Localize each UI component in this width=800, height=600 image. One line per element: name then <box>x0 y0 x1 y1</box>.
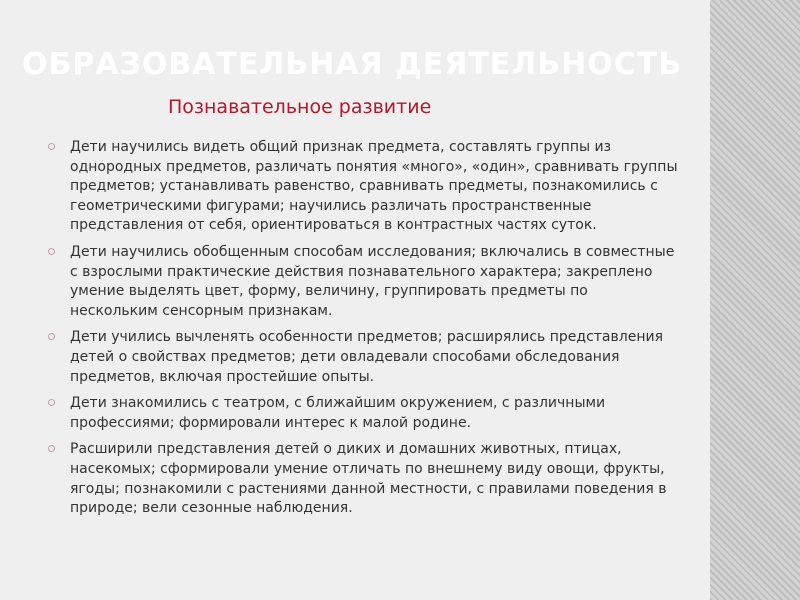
list-item-text: Дети научились видеть общий признак предмета, составлять группы из однородных предметов, различать понятия «много», «один», сравнивать группы предметов; устанавливать равенство, сравнивать предметы, познакомились с геометрическими фигурами; научились различать пространственные представления от себя, ориентироваться в контрастных частях суток. <box>70 139 678 234</box>
slide-subtitle: Познавательное развитие <box>168 96 432 118</box>
list-item <box>48 243 678 321</box>
bullet-icon <box>48 248 55 255</box>
list-item <box>48 138 678 236</box>
list-item-text: Дети научились обобщенным способам исследования; включались в совместные с взрослыми практические действия познавательного характера; закреплено умение выделять цвет, форму, величину, группировать предметы по нескольким сенсорным признакам. <box>70 243 675 319</box>
bullet-icon <box>48 445 55 452</box>
bullet-icon <box>48 333 55 340</box>
bullet-list <box>48 138 678 526</box>
list-item <box>48 440 678 518</box>
slide-heading: ОБРАЗОВАТЕЛЬНАЯ ДЕЯТЕЛЬНОСТЬ <box>22 47 683 82</box>
list-item-text: Расширили представления детей о диких и домашних животных, птицах, насекомых; сформировали умение отличать по внешнему виду овощи, фрукты, ягоды; познакомили с растениями данной местности, с правилами поведения в природе; вели сезонные наблюдения. <box>70 441 667 517</box>
list-item-text: Дети знакомились с театром, с ближайшим окружением, с различными профессиями; формировали интерес к малой родине. <box>70 395 606 431</box>
list-item <box>48 328 678 387</box>
bullet-icon <box>48 399 55 406</box>
bullet-icon <box>48 143 55 150</box>
list-item <box>48 394 678 433</box>
list-item-text: Дети учились вычленять особенности предметов; расширялись представления детей о свойствах предметов; дети овладевали способами обследования предметов, включая простейшие опыты. <box>70 329 663 385</box>
decorative-stripe <box>710 0 800 600</box>
